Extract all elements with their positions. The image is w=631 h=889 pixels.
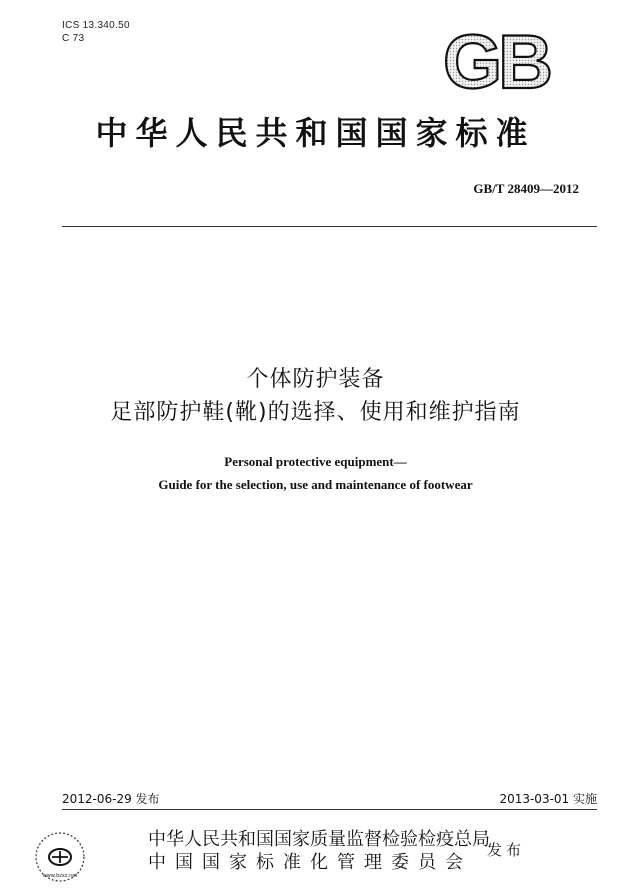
gb-logo-text: GB: [443, 26, 549, 96]
implementation-date: 2013-03-01 实施: [499, 792, 597, 806]
gb-logo: [428, 26, 564, 96]
top-divider: [62, 226, 597, 227]
issue-date: 2012-06-29 发布: [62, 792, 160, 806]
english-title-line-1: Personal protective equipment—: [224, 454, 407, 469]
bottom-divider: [62, 809, 597, 810]
publish-label: 发布: [487, 841, 526, 859]
chinese-title-line-2: 足部防护鞋(靴)的选择、使用和维护指南: [110, 400, 521, 425]
seal-text: www.bzxz.net: [42, 873, 78, 879]
ics-code: ICS 13.340.50: [62, 20, 130, 31]
standard-name: 中华人民共和国国家标准: [95, 114, 536, 152]
english-title-line-2: Guide for the selection, use and maintenance of footwear: [158, 477, 473, 492]
download-site-seal-icon: [30, 827, 90, 887]
issuer-administration: 中华人民共和国国家质量监督检验检疫总局: [148, 829, 490, 850]
standard-number: GB/T 28409—2012: [473, 181, 579, 196]
chinese-title-line-1: 个体防护装备: [246, 367, 385, 392]
issuer-committee: 中国国家标准化管理委员会: [148, 852, 472, 873]
classification-codes: [62, 19, 130, 45]
ccs-code: C 73: [62, 33, 85, 44]
